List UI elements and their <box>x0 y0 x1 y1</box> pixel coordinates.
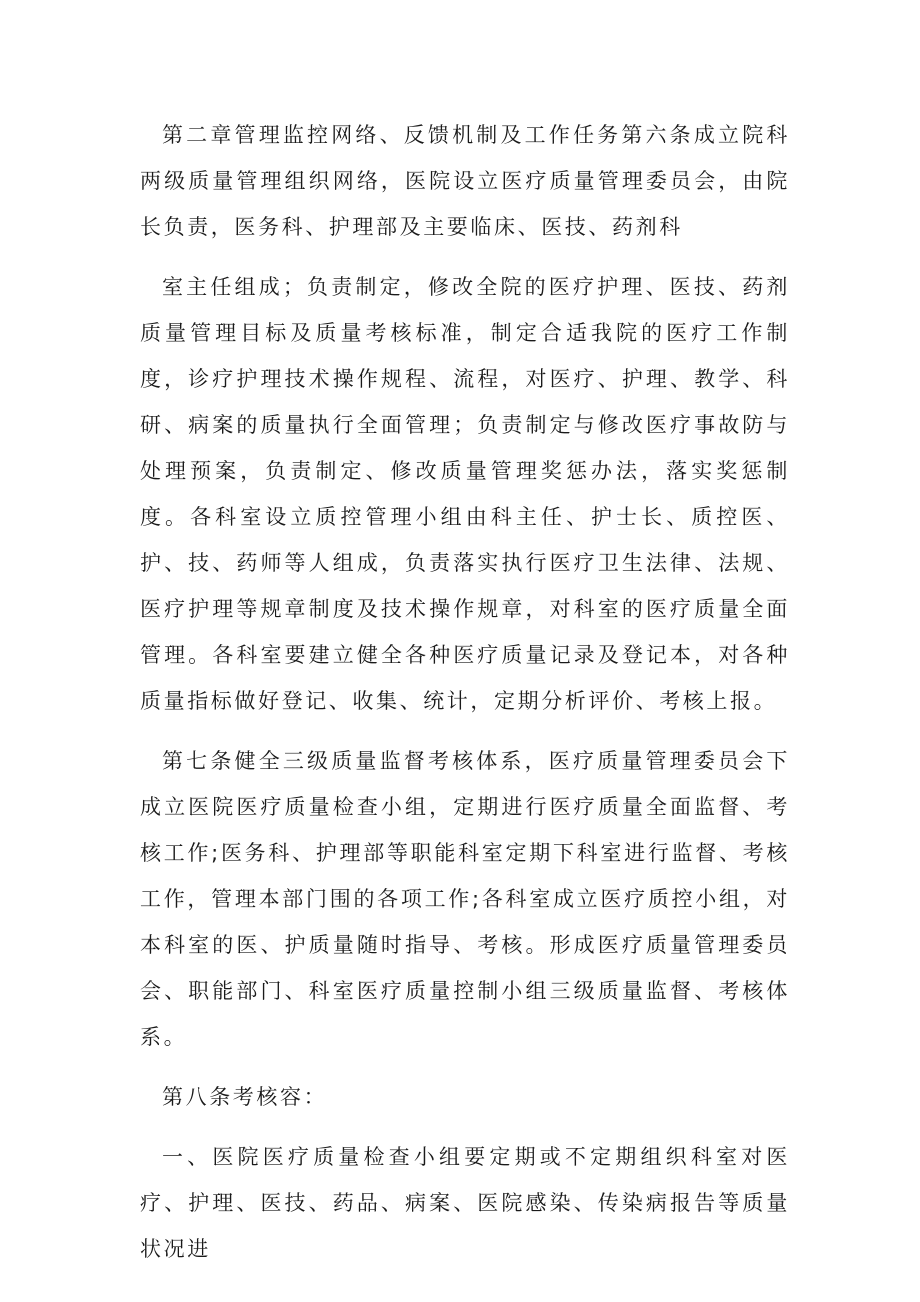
paragraph-article-eight: 第八条考核容： <box>162 1085 328 1109</box>
paragraph-chapter-two: 第二章管理监控网络、反馈机制及工作任务第六条成立院科两级质量管理组织网络，医院设立医疗质量管理委员会，由院长负责，医务科、护理部及主要临床、医技、药剂科 <box>140 123 790 239</box>
document-body <box>140 112 790 1272</box>
paragraph-article-seven: 第七条健全三级质量监督考核体系，医疗质量管理委员会下成立医院医疗质量检查小组，定期进行医疗质量全面监督、考核工作;医务科、护理部等职能科室定期下科室进行监督、考核工作，管理本部门围的各项工作;各科室成立医疗质控小组，对本科室的医、护质量随时指导、考核。形成医疗质量管理委员会、职能部门、科室医疗质量控制小组三级质量监督、考核体系。 <box>140 749 790 1049</box>
paragraph-committee-duties: 室主任组成；负责制定，修改全院的医疗护理、医技、药剂质量管理目标及质量考核标准，制定合适我院的医疗工作制度，诊疗护理技术操作规程、流程，对医疗、护理、教学、科研、病案的质量执行全面管理；负责制定与修改医疗事故防与处理预案，负责制定、修改质量管理奖惩办法，落实奖惩制度。各科室设立质控管理小组由科主任、护士长、质控医、护、技、药师等人组成，负责落实执行医疗卫生法律、法规、医疗护理等规章制度及技术操作规章，对科室的医疗质量全面管理。各科室要建立健全各种医疗质量记录及登记本，对各种质量指标做好登记、收集、统计，定期分析评价、考核上报。 <box>140 275 790 713</box>
paragraph-item-one: 一、医院医疗质量检查小组要定期或不定期组织科室对医疗、护理、医技、药品、病案、医院感染、传染病报告等质量状况进 <box>140 1145 790 1261</box>
